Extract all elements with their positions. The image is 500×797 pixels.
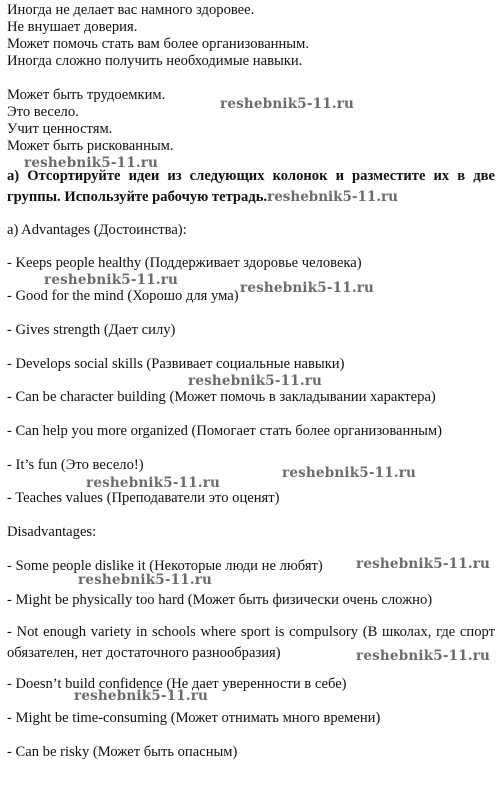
watermark: reshebnik5-11.ru xyxy=(78,572,213,588)
watermark: reshebnik5-11.ru xyxy=(44,272,179,288)
watermark: reshebnik5-11.ru xyxy=(356,556,491,572)
watermark: reshebnik5-11.ru xyxy=(74,688,209,704)
advantage-item: - Develops social skills (Развивает социальные навыки) xyxy=(7,356,345,372)
intro-line: Иногда сложно получить необходимые навыки. xyxy=(7,53,303,69)
intro-line: Может быть рискованным. xyxy=(7,138,174,154)
watermark: reshebnik5-11.ru xyxy=(24,155,159,171)
watermark: reshebnik5-11.ru xyxy=(282,465,417,481)
advantage-item: - Can help you more organized (Помогает стать более организованным) xyxy=(7,423,443,439)
advantage-item: - Can be character building (Может помочь в закладывании характера) xyxy=(7,389,436,405)
advantage-item: - Gives strength (Дает силу) xyxy=(7,322,176,338)
advantage-item: - Keeps people healthy (Поддерживает здоровье человека) xyxy=(7,255,362,271)
watermark: reshebnik5-11.ru xyxy=(240,280,375,296)
task-text: a) Отсортируйте идеи из следующих колонок и разместите их в две группы. Используйте рабочую тетрадь. xyxy=(7,168,495,205)
task-instruction xyxy=(7,166,495,208)
intro-line: Иногда не делает вас намного здоровее. xyxy=(7,2,255,18)
watermark-inline: reshebnik5-11.ru xyxy=(267,189,398,205)
advantages-heading: a) Advantages (Достоинства): xyxy=(7,222,187,238)
disadvantages-heading: Disadvantages: xyxy=(7,524,97,540)
intro-line: Может быть трудоемким. xyxy=(7,87,166,103)
disadvantage-item: - Might be time-consuming (Может отнимать много времени) xyxy=(7,710,381,726)
disadvantage-item: - Not enough variety in schools where sport is compulsory (В школах, где спорт обязателен, нет достаточного разнообразия) xyxy=(7,624,495,661)
disadvantage-item: - Doesn’t build confidence (Не дает уверенности в себе) xyxy=(7,676,347,692)
watermark: reshebnik5-11.ru xyxy=(220,96,355,112)
disadvantage-item: - Some people dislike it (Некоторые люди не любят) xyxy=(7,558,323,574)
advantage-item: - It’s fun (Это весело!) xyxy=(7,457,144,473)
intro-line: Учит ценностям. xyxy=(7,121,113,137)
advantage-item: - Good for the mind (Хорошо для ума) xyxy=(7,288,239,304)
intro-line: Может помочь стать вам более организованным. xyxy=(7,36,309,52)
intro-line: Не внушает доверия. xyxy=(7,19,138,35)
watermark: reshebnik5-11.ru xyxy=(86,475,221,491)
disadvantage-item: - Might be physically too hard (Может быть физически очень сложно) xyxy=(7,592,433,608)
disadvantage-item: - Can be risky (Может быть опасным) xyxy=(7,744,238,760)
intro-line: Это весело. xyxy=(7,104,79,120)
advantage-item: - Teaches values (Преподаватели это оценят) xyxy=(7,490,280,506)
watermark: reshebnik5-11.ru xyxy=(188,373,323,389)
watermark: reshebnik5-11.ru xyxy=(356,648,491,664)
